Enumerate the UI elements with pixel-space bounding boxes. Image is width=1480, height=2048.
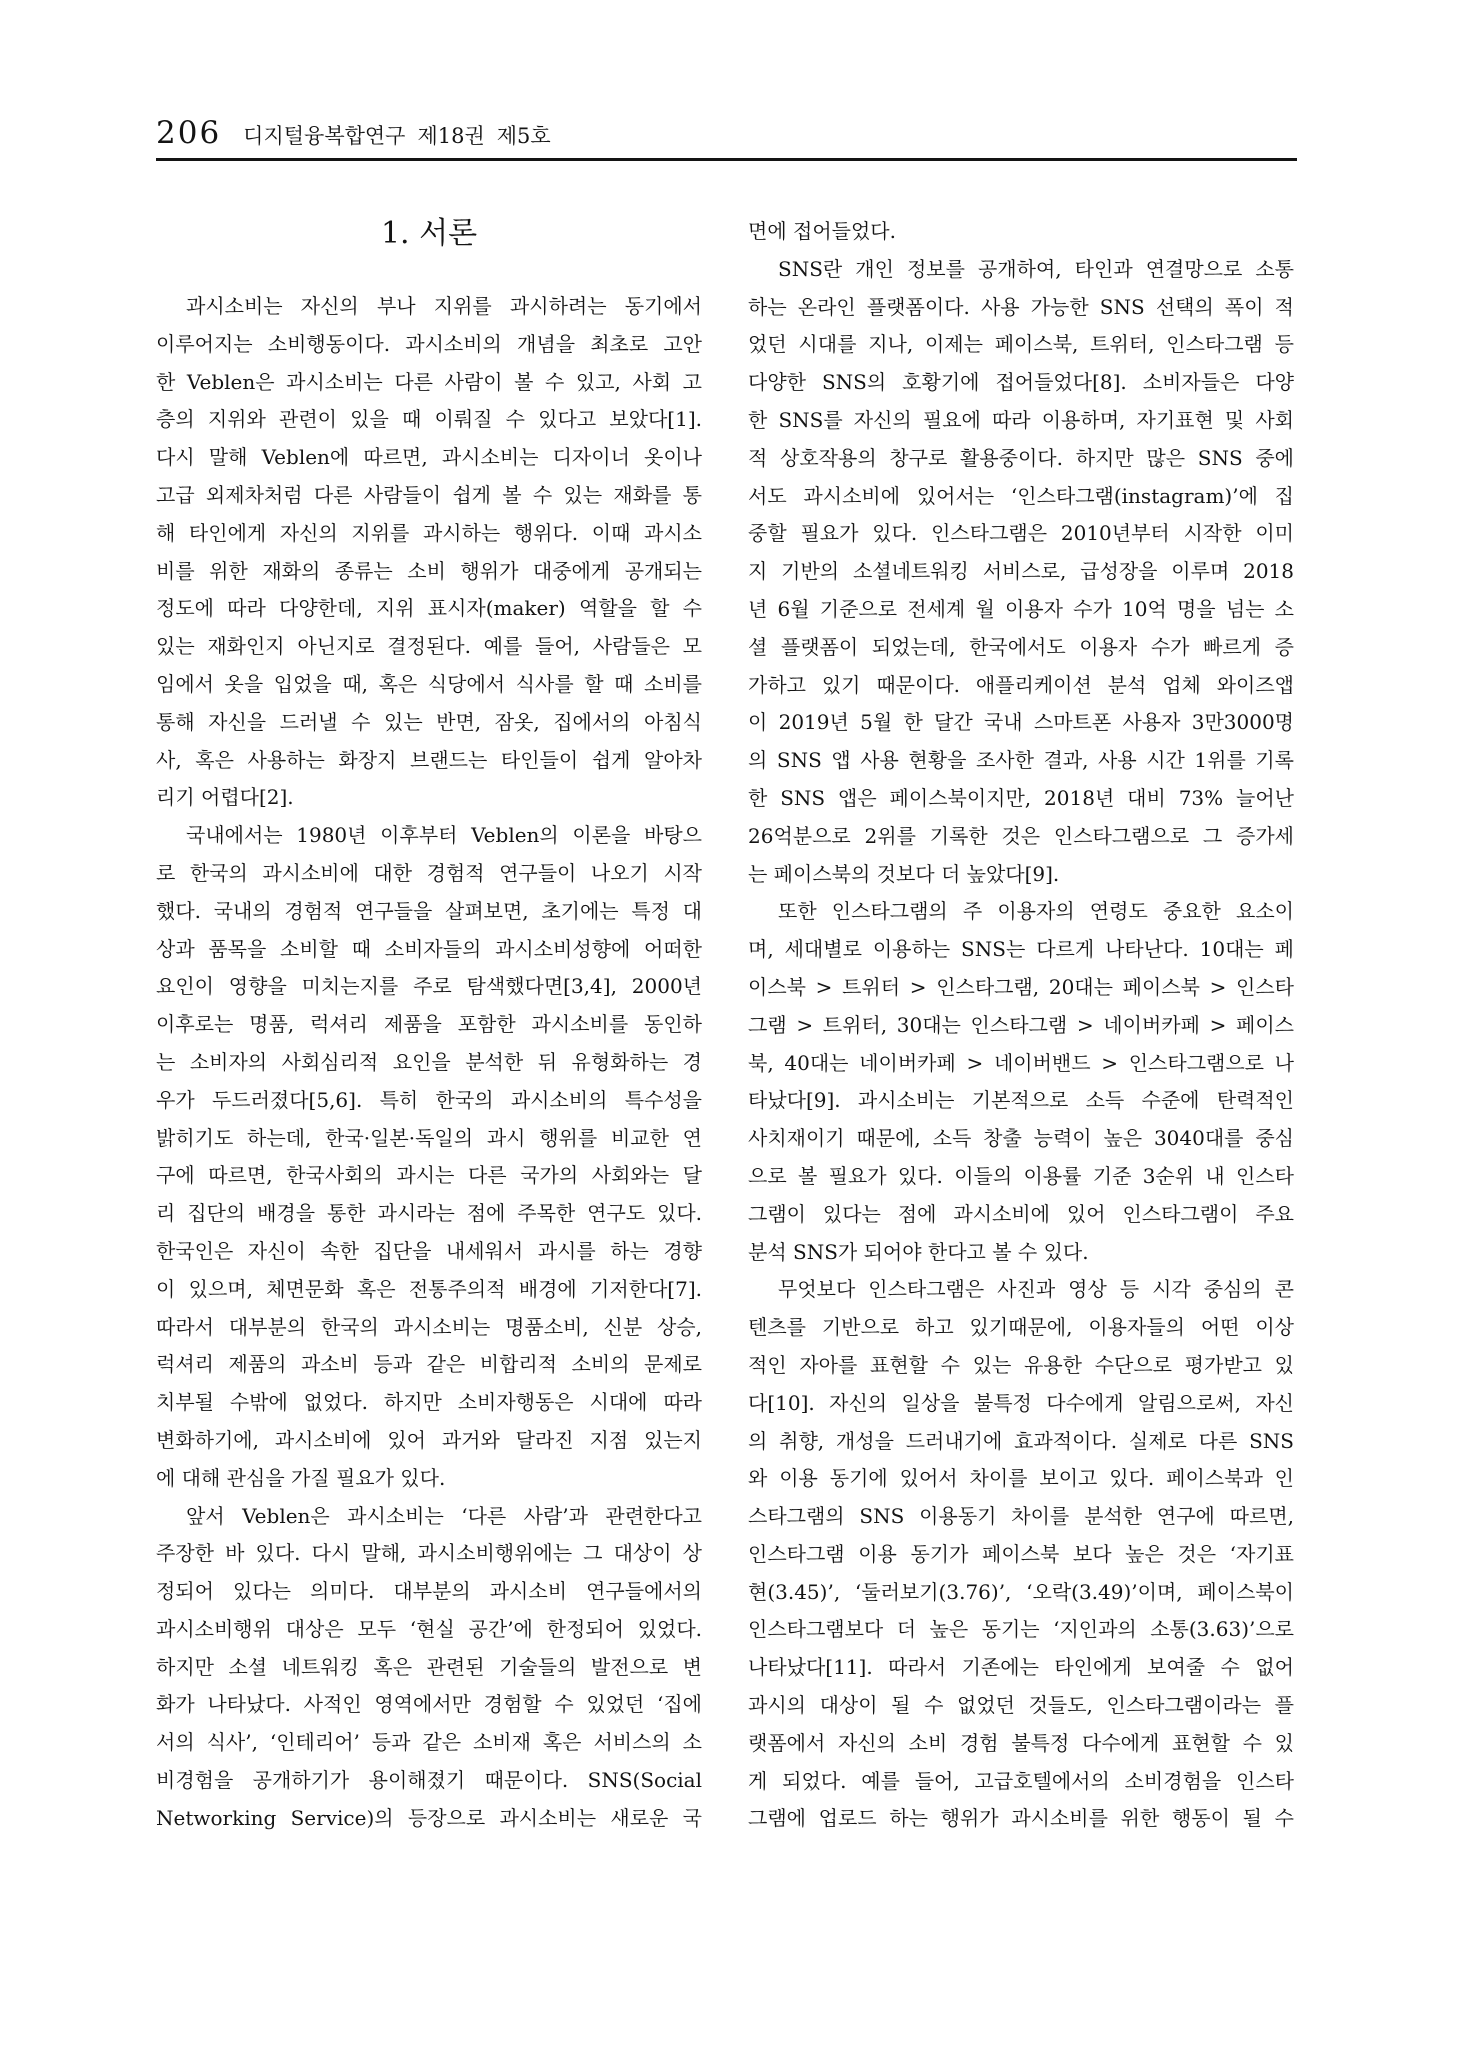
paragraph [748, 1271, 1294, 1838]
text-line: 의 SNS 앱 사용 현황을 조사한 결과, 사용 시간 1위를 기록 [748, 748, 1294, 773]
text-line: 그램이 있다는 점에 과시소비에 있어 인스타그램이 주요 [748, 1201, 1294, 1226]
text-line: 인스타그램 이용 동기가 페이스북 보다 높은 것은 ‘자기표 [748, 1541, 1294, 1566]
text-line: 변화하기에, 과시소비에 있어 과거와 달라진 지점 있는지 [156, 1427, 702, 1452]
text-line: Networking Service)의 등장으로 과시소비는 새로운 국 [156, 1805, 702, 1830]
text-line: 이 2019년 5월 한 달간 국내 스마트폰 사용자 3만3000명 [748, 710, 1294, 735]
text-line: 서의 식사’, ‘인테리어’ 등과 같은 소비재 혹은 서비스의 소 [156, 1730, 702, 1755]
text-line: 하는 온라인 플랫폼이다. 사용 가능한 SNS 선택의 폭이 적 [748, 294, 1294, 319]
text-line: 가하고 있기 때문이다. 애플리케이션 분석 업체 와이즈앱 [748, 672, 1294, 697]
text-line: 스타그램의 SNS 이용동기 차이를 분석한 연구에 따르면, [748, 1504, 1294, 1529]
text-line: 로 한국의 과시소비에 대한 경험적 연구들이 나오기 시작 [156, 860, 702, 885]
text-line: 다시 말해 Veblen에 따르면, 과시소비는 디자이너 옷이나 [156, 445, 702, 470]
text-line: SNS란 개인 정보를 공개하여, 타인과 연결망으로 소통 [778, 256, 1294, 281]
text-line: 년 6월 기준으로 전세계 월 이용자 수가 10억 명을 넘는 소 [748, 596, 1294, 621]
text-line: 한 SNS 앱은 페이스북이지만, 2018년 대비 73% 늘어난 [748, 785, 1294, 810]
text-line: 와 이용 동기에 있어서 차이를 보이고 있다. 페이스북과 인 [748, 1466, 1294, 1491]
paragraph [748, 893, 1294, 1271]
text-line: 고급 외제차처럼 다른 사람들이 쉽게 볼 수 있는 재화를 통 [156, 482, 702, 507]
text-line: 며, 세대별로 이용하는 SNS는 다르게 나타난다. 10대는 페 [748, 937, 1294, 962]
text-line: 구에 따르면, 한국사회의 과시는 다른 국가의 사회와는 달 [156, 1163, 702, 1188]
text-line: 면에 접어들었다. [748, 219, 896, 243]
text-line: 지 기반의 소셜네트워킹 서비스로, 급성장을 이루며 2018 [748, 559, 1294, 584]
text-line: 으로 볼 필요가 있다. 이들의 이용률 기준 3순위 내 인스타 [748, 1163, 1294, 1188]
text-line: 상과 품목을 소비할 때 소비자들의 과시소비성향에 어떠한 [156, 936, 702, 961]
text-line: 했다. 국내의 경험적 연구들을 살펴보면, 초기에는 특정 대 [156, 898, 702, 923]
text-line: 정되어 있다는 의미다. 대부분의 과시소비 연구들에서의 [156, 1579, 702, 1604]
text-line: 있는 재화인지 아닌지로 결정된다. 예를 들어, 사람들은 모 [156, 634, 702, 659]
text-line: 에 대해 관심을 가질 필요가 있다. [156, 1465, 446, 1490]
text-line: 주장한 바 있다. 다시 말해, 과시소비행위에는 그 대상이 상 [156, 1541, 702, 1566]
right-column [748, 213, 1294, 1838]
text-line: 층의 지위와 관련이 있을 때 이뤄질 수 있다고 보았다[1]. [156, 407, 702, 432]
text-line: 중할 필요가 있다. 인스타그램은 2010년부터 시작한 이미 [748, 521, 1294, 546]
text-line: 또한 인스타그램의 주 이용자의 연령도 중요한 요소이 [778, 899, 1294, 924]
text-line: 나타났다[11]. 따라서 기존에는 타인에게 보여줄 수 없어 [748, 1655, 1294, 1680]
text-line: 국내에서는 1980년 이후부터 Veblen의 이론을 바탕으 [186, 823, 702, 848]
text-line: 럭셔리 제품의 과소비 등과 같은 비합리적 소비의 문제로 [156, 1352, 702, 1377]
text-line: 서도 과시소비에 있어서는 ‘인스타그램(instagram)’에 집 [748, 483, 1294, 508]
text-line: 북, 40대는 네이버카페 > 네이버밴드 > 인스타그램으로 나 [748, 1050, 1294, 1075]
issue-label: 제5호 [496, 124, 551, 148]
text-line: 26억분으로 2위를 기록한 것은 인스타그램으로 그 증가세 [748, 823, 1294, 848]
paragraph [156, 288, 702, 817]
text-line: 하지만 소셜 네트워킹 혹은 관련된 기술들의 발전으로 변 [156, 1654, 702, 1679]
text-line: 분석 SNS가 되어야 한다고 볼 수 있다. [748, 1239, 1089, 1264]
text-line: 리기 어렵다[2]. [156, 785, 294, 810]
text-line: 해 타인에게 자신의 지위를 과시하는 행위다. 이때 과시소 [156, 520, 702, 545]
text-line: 타났다[9]. 과시소비는 기본적으로 소득 수준에 탄력적인 [748, 1088, 1294, 1113]
text-line: 랫폼에서 자신의 소비 경험 불특정 다수에게 표현할 수 있 [748, 1730, 1294, 1755]
text-line: 는 페이스북의 것보다 더 높았다[9]. [748, 861, 1060, 886]
text-line: 정도에 따라 다양한데, 지위 표시자(maker) 역할을 할 수 [156, 596, 702, 621]
text-line: 우가 두드러졌다[5,6]. 특히 한국의 과시소비의 특수성을 [156, 1087, 702, 1112]
text-line: 비를 위한 재화의 종류는 소비 행위가 대중에게 공개되는 [156, 558, 702, 583]
text-line: 한국인은 자신이 속한 집단을 내세워서 과시를 하는 경향 [156, 1238, 702, 1263]
text-line: 임에서 옷을 입었을 때, 혹은 식당에서 식사를 할 때 소비를 [156, 671, 702, 696]
journal-title: 디지털융복합연구 [243, 124, 406, 148]
text-line: 요인이 영향을 미치는지를 주로 탐색했다면[3,4], 2000년 [156, 974, 702, 999]
text-line: 과시소비행위 대상은 모두 ‘현실 공간’에 한정되어 있었다. [156, 1616, 702, 1641]
text-line: 사, 혹은 사용하는 화장지 브랜드는 타인들이 쉽게 알아차 [156, 747, 702, 772]
text-line: 인스타그램보다 더 높은 동기는 ‘지인과의 소통(3.63)’으로 [748, 1617, 1294, 1642]
text-line: 현(3.45)’, ‘둘러보기(3.76)’, ‘오락(3.49)’이며, 페이스북이 [748, 1579, 1294, 1604]
volume-label: 제18권 [417, 124, 485, 148]
text-line: 리 집단의 배경을 통한 과시라는 점에 주목한 연구도 있다. [156, 1201, 702, 1226]
text-line: 다[10]. 자신의 일상을 불특정 다수에게 알림으로써, 자신 [748, 1390, 1294, 1415]
text-line: 치부될 수밖에 없었다. 하지만 소비자행동은 시대에 따라 [156, 1390, 702, 1415]
text-line: 따라서 대부분의 한국의 과시소비는 명품소비, 신분 상승, [156, 1314, 702, 1339]
text-line: 한 Veblen은 과시소비는 다른 사람이 볼 수 있고, 사회 고 [156, 369, 702, 394]
text-line: 무엇보다 인스타그램은 사진과 영상 등 시각 중심의 콘 [778, 1277, 1294, 1302]
text-line: 는 소비자의 사회심리적 요인을 분석한 뒤 유형화하는 경 [156, 1049, 702, 1074]
text-line: 셜 플랫폼이 되었는데, 한국에서도 이용자 수가 빠르게 증 [748, 634, 1294, 659]
text-line: 이 있으며, 체면문화 혹은 전통주의적 배경에 기저한다[7]. [156, 1276, 702, 1301]
text-line: 그램에 업로드 하는 행위가 과시소비를 위한 행동이 될 수 [748, 1806, 1294, 1831]
left-column [156, 288, 702, 1838]
paragraph [748, 213, 1294, 251]
text-line: 한 SNS를 자신의 필요에 따라 이용하며, 자기표현 및 사회 [748, 407, 1294, 432]
running-header [156, 114, 551, 155]
paragraph [748, 251, 1294, 894]
text-line: 적 상호작용의 창구로 활용중이다. 하지만 많은 SNS 중에 [748, 445, 1294, 470]
text-line: 비경험을 공개하기가 용이해졌기 때문이다. SNS(Social [156, 1768, 702, 1793]
text-line: 사치재이기 때문에, 소득 창출 능력이 높은 3040대를 중심 [748, 1126, 1294, 1151]
text-line: 이후로는 명품, 럭셔리 제품을 포함한 과시소비를 동인하 [156, 1012, 702, 1037]
text-line: 의 취향, 개성을 드러내기에 효과적이다. 실제로 다른 SNS [748, 1428, 1294, 1453]
text-line: 었던 시대를 지나, 이제는 페이스북, 트위터, 인스타그램 등 [748, 332, 1294, 357]
text-line: 그램 > 트위터, 30대는 인스타그램 > 네이버카페 > 페이스 [748, 1012, 1294, 1037]
paragraph [156, 817, 702, 1497]
paragraph [156, 1498, 702, 1838]
text-line: 이스북 > 트위터 > 인스타그램, 20대는 페이스북 > 인스타 [748, 974, 1294, 999]
text-line: 과시의 대상이 될 수 없었던 것들도, 인스타그램이라는 플 [748, 1693, 1294, 1718]
header-rule [156, 158, 1297, 161]
text-line: 적인 자아를 표현할 수 있는 유용한 수단으로 평가받고 있 [748, 1352, 1294, 1377]
text-line: 밝히기도 하는데, 한국·일본·독일의 과시 행위를 비교한 연 [156, 1125, 702, 1150]
text-line: 과시소비는 자신의 부나 지위를 과시하려는 동기에서 [186, 294, 702, 318]
text-line: 텐츠를 기반으로 하고 있기때문에, 이용자들의 어떤 이상 [748, 1315, 1294, 1340]
section-title: 1. 서론 [380, 216, 478, 251]
text-line: 게 되었다. 예를 들어, 고급호텔에서의 소비경험을 인스타 [748, 1768, 1294, 1793]
text-line: 다양한 SNS의 호황기에 접어들었다[8]. 소비자들은 다양 [748, 370, 1294, 395]
text-line: 통해 자신을 드러낼 수 있는 반면, 잠옷, 집에서의 아침식 [156, 709, 702, 734]
page-number: 206 [156, 115, 222, 151]
text-line: 이루어지는 소비행동이다. 과시소비의 개념을 최초로 고안 [156, 331, 702, 356]
text-line: 화가 나타났다. 사적인 영역에서만 경험할 수 있었던 ‘집에 [156, 1692, 702, 1717]
text-line: 앞서 Veblen은 과시소비는 ‘다른 사람’과 관련한다고 [186, 1503, 702, 1528]
